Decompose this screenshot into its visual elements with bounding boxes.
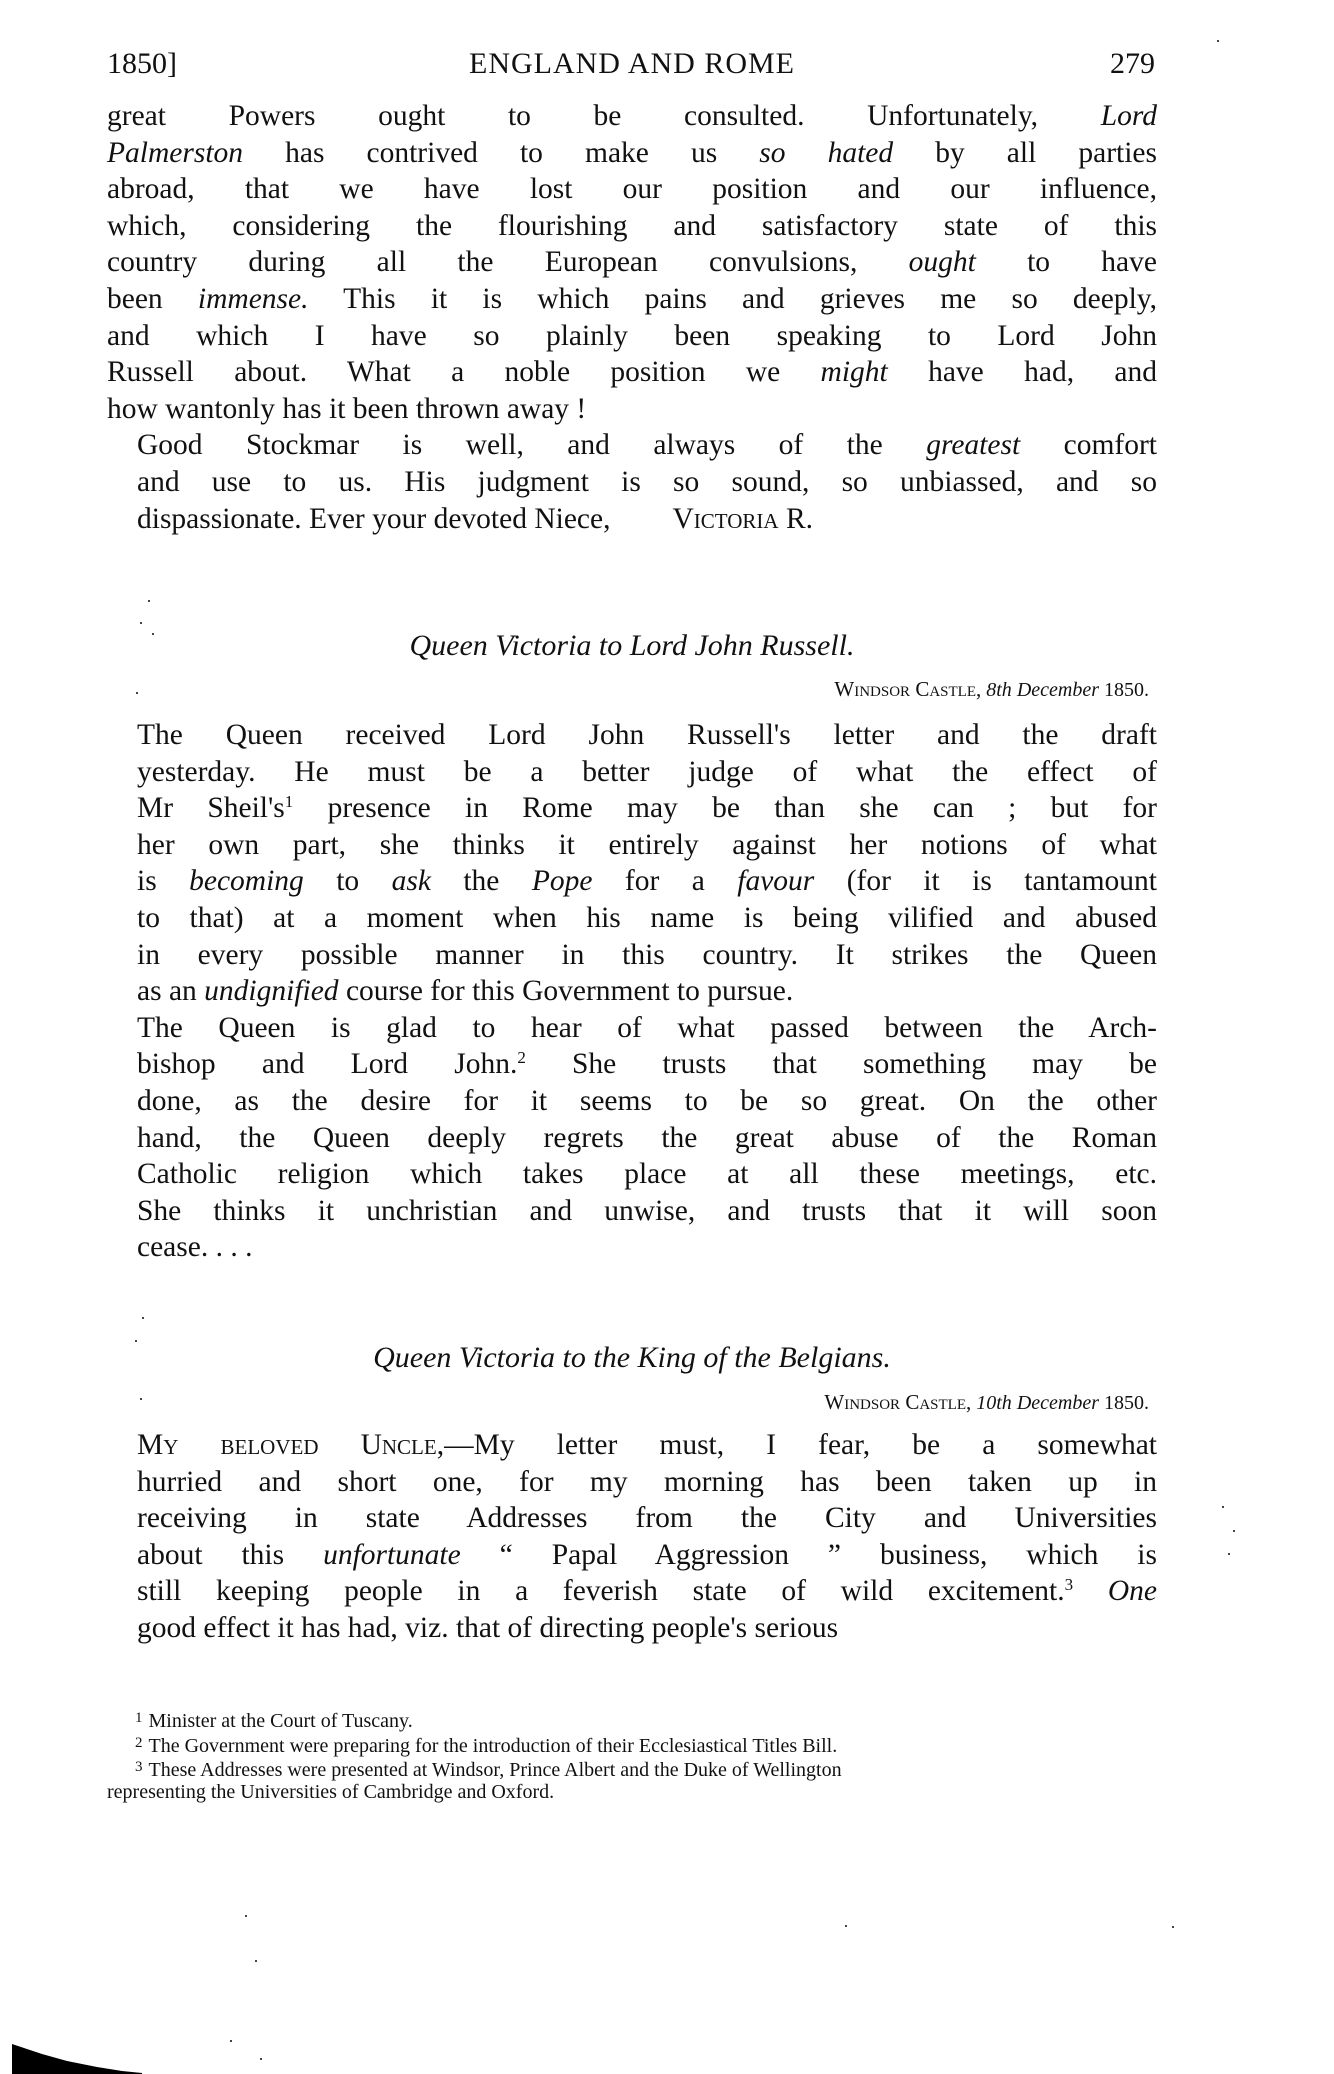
italic-text: favour bbox=[737, 865, 815, 898]
letter3-dateline-day: 10th bbox=[976, 1392, 1012, 1414]
speck bbox=[1228, 1553, 1230, 1555]
letter2-body bbox=[107, 717, 1157, 1266]
italic-text: undignified bbox=[204, 975, 339, 1008]
footnote-reference: 1 bbox=[284, 792, 294, 812]
text-line: hand, the Queen deeply regrets the great abuse of the Roman bbox=[137, 1121, 1157, 1154]
italic-text: immense. bbox=[197, 282, 309, 315]
speck bbox=[148, 600, 150, 602]
text-line: Catholic religion which takes place at all these meetings, etc. bbox=[137, 1158, 1157, 1191]
running-head-year: 1850] bbox=[107, 47, 177, 80]
letter1-paragraph-2 bbox=[107, 427, 1157, 537]
footnote-1 bbox=[107, 1708, 1157, 1733]
speck bbox=[255, 1960, 257, 1962]
footnote-3-continuation: representing the Universities of Cambridge and Oxford. bbox=[107, 1780, 555, 1803]
footnote-2 bbox=[107, 1733, 1157, 1758]
italic-text: becoming bbox=[189, 865, 304, 898]
text-line: She thinks it unchristian and unwise, and trusts that it will soon bbox=[137, 1194, 1157, 1227]
text-line: to that) at a moment when his name is being vilified and abused bbox=[137, 901, 1157, 934]
text-line: hurried and short one, for my morning has been taken up in bbox=[137, 1465, 1157, 1498]
text-line: great Powers ought to be consulted. Unfortunately, Lord bbox=[107, 100, 1157, 132]
text-line: is becoming to ask the Pope for a favour (for it is tantamount bbox=[137, 865, 1158, 898]
letter3-paragraph-1 bbox=[107, 1427, 1157, 1647]
speck bbox=[136, 692, 138, 694]
speck bbox=[1233, 1530, 1235, 1532]
text-line: as an undignified course for this Government to pursue. bbox=[137, 975, 794, 1008]
italic-text: so hated bbox=[759, 136, 894, 169]
running-head bbox=[107, 44, 1157, 84]
text-line: good effect it has had, viz. that of directing people's serious bbox=[137, 1611, 839, 1644]
letter2-heading: Queen Victoria to Lord John Russell. bbox=[409, 629, 855, 662]
text-line: abroad, that we have lost our position and our influence, bbox=[107, 173, 1157, 206]
signature: Victoria R. bbox=[672, 502, 813, 535]
text-line: The Queen received Lord John Russell's letter and the draft bbox=[137, 719, 1157, 751]
letter3-heading: Queen Victoria to the King of the Belgians. bbox=[373, 1341, 891, 1374]
speck bbox=[152, 633, 154, 635]
footnote-marker: 3 bbox=[135, 1759, 143, 1775]
footnote-reference: 2 bbox=[517, 1048, 526, 1068]
italic-text: Pope bbox=[531, 865, 593, 898]
small-caps-text: My beloved Uncle, bbox=[137, 1429, 445, 1461]
italic-text: unfortunate bbox=[323, 1538, 461, 1571]
speck bbox=[260, 2058, 262, 2060]
italic-text: ought bbox=[908, 246, 976, 279]
page-number: 279 bbox=[1110, 47, 1155, 80]
letter3-dateline-place: Windsor Castle, bbox=[824, 1390, 972, 1414]
text-line: cease. . . . bbox=[137, 1231, 253, 1264]
speck bbox=[140, 622, 142, 624]
text-line: which, considering the flourishing and satisfactory state of this bbox=[107, 209, 1157, 242]
text-line: dispassionate. Ever your devoted Niece, Victoria R. bbox=[137, 502, 813, 535]
letter2-dateline-year: 1850. bbox=[1104, 679, 1149, 701]
running-head-title: ENGLAND AND ROME bbox=[469, 47, 795, 80]
footnote-reference: 3 bbox=[1064, 1575, 1074, 1595]
footnote-text: The Government were preparing for the introduction of their Ecclesiastical Titles Bill. bbox=[148, 1734, 838, 1757]
text-line: Good Stockmar is well, and always of the greatest comfort bbox=[137, 429, 1157, 462]
scan-shadow-artifact bbox=[12, 2044, 142, 2074]
text-line: her own part, she thinks it entirely against her notions of what bbox=[137, 828, 1157, 861]
letter3-dateline-month: December bbox=[1016, 1392, 1099, 1414]
letter2-dateline-place: Windsor Castle, bbox=[834, 677, 982, 701]
speck bbox=[245, 1915, 247, 1917]
text-line: bishop and Lord John.$^2$ She trusts that something may be bbox=[137, 1048, 1157, 1081]
italic-text: Palmerston bbox=[107, 136, 244, 169]
footnote-marker: 1 bbox=[135, 1710, 143, 1726]
letter2-dateline-month: December bbox=[1016, 679, 1099, 701]
letter2-paragraph-2 bbox=[107, 1010, 1157, 1266]
text-line: yesterday. He must be a better judge of what the effect of bbox=[137, 755, 1157, 788]
speck bbox=[135, 1340, 137, 1342]
footnote-3 bbox=[107, 1757, 1157, 1782]
text-line: My beloved Uncle,—My letter must, I fear, be a somewhat bbox=[137, 1429, 1158, 1461]
footnote-text: These Addresses were presented at Windsor, Prince Albert and the Duke of Wellington bbox=[148, 1759, 842, 1781]
text-line: and which I have so plainly been speaking to Lord John bbox=[107, 319, 1157, 352]
text-line: Russell about. What a noble position we might have had, and bbox=[107, 356, 1157, 389]
letter3-dateline-year: 1850. bbox=[1104, 1392, 1149, 1414]
text-line: how wantonly has it been thrown away ! bbox=[107, 392, 587, 425]
letter3-dateline bbox=[824, 1389, 1149, 1416]
italic-text: greatest bbox=[926, 429, 1021, 462]
text-line: Mr $Sheil's^1$ presence in Rome may be than she can ; but for bbox=[137, 792, 1157, 825]
letter3-body bbox=[107, 1427, 1157, 1647]
letter2-paragraph-1 bbox=[107, 717, 1157, 1010]
letter2-dateline bbox=[834, 676, 1149, 703]
italic-text: might bbox=[820, 356, 888, 389]
speck bbox=[140, 1398, 142, 1400]
footnote-marker: 2 bbox=[135, 1734, 143, 1751]
text-line: The Queen is glad to hear of what passed between the Arch- bbox=[137, 1011, 1157, 1044]
speck bbox=[1217, 40, 1219, 42]
speck bbox=[230, 2040, 232, 2042]
text-line: Palmerston has contrived to make us so hated by all parties bbox=[107, 136, 1157, 169]
letter1-body bbox=[107, 98, 1157, 537]
text-line: receiving in state Addresses from the City and Universities bbox=[137, 1502, 1157, 1535]
italic-text: ask bbox=[391, 865, 431, 898]
letter2-dateline-day: 8th bbox=[986, 679, 1012, 701]
italic-text: Lord bbox=[1100, 100, 1157, 132]
speck bbox=[845, 1925, 847, 1927]
text-line: and use to us. His judgment is so sound, so unbiassed, and so bbox=[137, 465, 1157, 498]
text-line: in every possible manner in this country. It strikes the Queen bbox=[137, 938, 1157, 971]
text-line: been immense. This it is which pains and grieves me so deeply, bbox=[107, 282, 1157, 315]
footnotes bbox=[107, 1708, 1157, 1803]
speck bbox=[1172, 1926, 1174, 1928]
italic-text: One bbox=[1107, 1575, 1157, 1608]
text-line: still keeping people in a feverish state of wild excitement.$^3$ One bbox=[137, 1575, 1157, 1608]
text-line: country during all the European convulsions, ought to have bbox=[107, 246, 1157, 279]
speck bbox=[142, 1317, 144, 1319]
text-line: about this unfortunate “ Papal Aggression ” business, which is bbox=[137, 1538, 1157, 1571]
speck bbox=[1222, 1506, 1224, 1508]
letter1-paragraph-1 bbox=[107, 98, 1157, 427]
text-line: done, as the desire for it seems to be so great. On the other bbox=[137, 1084, 1157, 1117]
footnote-text: Minister at the Court of Tuscany. bbox=[148, 1710, 413, 1732]
